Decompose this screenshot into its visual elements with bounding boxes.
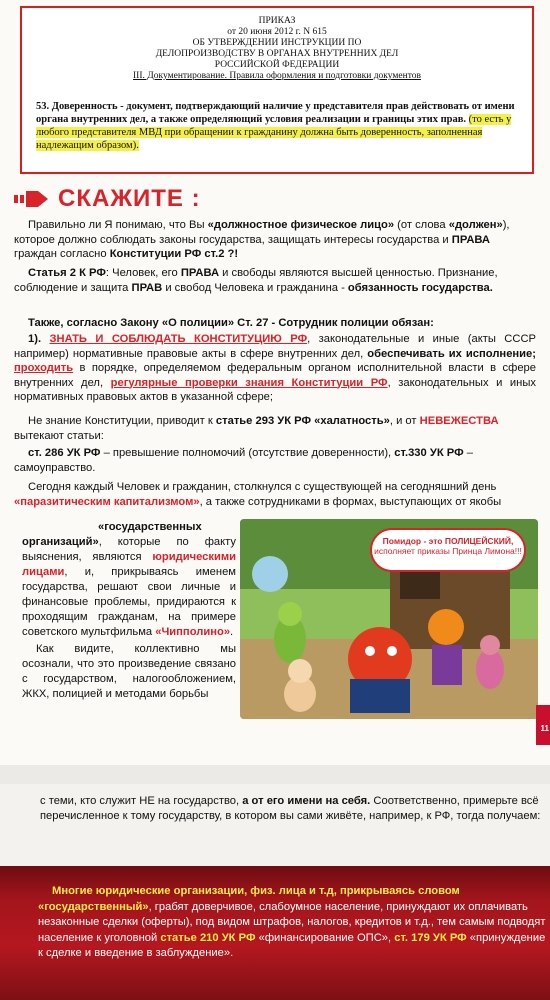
- order-subject-1: ОБ УТВЕРЖДЕНИИ ИНСТРУКЦИИ ПО: [192, 38, 362, 48]
- paragraph-10: [40, 794, 550, 824]
- p2-duty: обязанность государства.: [347, 281, 493, 294]
- paragraph-6: [14, 446, 536, 475]
- p2-text: : Человек, его: [105, 267, 181, 279]
- paragraph-5: [14, 414, 536, 443]
- p2-article: Статья 2 К РФ: [28, 267, 106, 279]
- p8-legal-entities: юридическими лицами: [22, 551, 236, 578]
- p5-article: статье 293 УК РФ «халатность»: [215, 415, 390, 427]
- order-subject-2: ДЕЛОПРОИЗВОДСТВУ В ОРГАНАХ ВНУТРЕННИХ ДЕЛ: [155, 49, 399, 59]
- p8-dot: .: [230, 626, 234, 638]
- p4-checks: регулярные проверки знания Конституции РФ: [110, 376, 388, 389]
- banner-text-2: , грабят доверчивое, слабоумное население, принуждают их оплачивать незаконные сделки (оферты), под видом штрафов, налогов, кредитов и т.д., тем самым подводят население к уголовной: [38, 900, 546, 944]
- p1-rights: ПРАВА: [451, 233, 490, 246]
- clause-text: 53. Доверенность - документ, подтверждающий наличие у представителя прав действовать от имени органа внутренних дел, а также определяющий условия реализации и границы этих прав.: [36, 101, 515, 125]
- p10-text: с теми, кто служит НЕ на государство,: [40, 795, 243, 807]
- p1-constitution: Конституции РФ ст.2 ?!: [109, 248, 239, 260]
- banner-text: [38, 884, 550, 962]
- banner-hiding: прикрываясь словом «государственный»: [38, 885, 460, 913]
- p8-cipollino: «Чипполино»: [155, 626, 231, 638]
- p10-for-self: а от его имени на себя.: [242, 795, 371, 807]
- order-header: [22, 8, 532, 82]
- banner-article-210: статье 210 УК РФ: [160, 931, 256, 944]
- next-page: [0, 784, 550, 1000]
- order-subject-3: РОССИЙСКОЙ ФЕДЕРАЦИИ: [214, 60, 340, 70]
- section-heading: [14, 184, 201, 214]
- p2-text-2: и свободы являются высшей ценностью. Признание, соблюдение и защита: [14, 267, 498, 294]
- p7-text-2: , а также сотрудниками в формах, выступающих от якобы: [199, 495, 502, 508]
- p4-text-3: , законодательных и иных нормативных правовых актов в указанной сфере;: [14, 376, 536, 403]
- paragraph-8: [22, 520, 236, 640]
- paragraph-9: Как видите, коллективно мы осознали, что это произведение связано с государством, налогообложением, ЖКХ, полицией и методами борьбы: [22, 643, 236, 700]
- p5-ignorance: НЕВЕЖЕСТВА: [419, 415, 499, 427]
- bubble-line-2: исполняет приказы Принца Лимона!!!: [374, 546, 522, 556]
- p4-pass: проходить: [14, 362, 74, 374]
- p4-ensure: обеспечивать их исполнение;: [367, 347, 536, 360]
- banner-text-4: «принуждение к сделке и введение в заблуждение».: [38, 931, 546, 959]
- order-section: III. Документирование. Правила оформления и подготовки документов: [133, 71, 421, 81]
- paragraph-1: [14, 218, 536, 262]
- p6-article-330: ст.330 УК РФ: [394, 447, 464, 459]
- p1-text-3: ), которое должно соблюдать законы государства, защищать интересы государства и: [14, 219, 510, 246]
- p5-text: Не знание Конституции, приводит к: [28, 415, 216, 427]
- p8-text: , которые по факту выяснения, являются: [22, 536, 236, 563]
- p7-capitalism: «паразитическим капитализмом»: [14, 495, 200, 508]
- paragraph-4: [14, 332, 536, 405]
- p4-text-2: в порядке, определяемом федеральным органом исполнительной власти в сфере внутренних дел,: [14, 362, 536, 389]
- arrow-right-icon: [14, 188, 50, 210]
- p10-text-2: Соответственно, примерьте всё перечисленное к тому государству, в котором вы сами живёте, например, к РФ, тогда получаем:: [40, 795, 541, 822]
- order-clause: [36, 100, 518, 152]
- p2-rights: ПРАВА: [180, 267, 220, 279]
- order-excerpt-box: [20, 6, 534, 174]
- p1-text-2: (от слова: [394, 219, 449, 231]
- banner-orgs: Многие юридические организации, физ. лица и т.д,: [52, 885, 340, 897]
- narrow-column: [22, 520, 236, 702]
- banner-text-3: «финансирование ОПС»,: [255, 931, 395, 944]
- p2-text-3: и свобод Человека и гражданина -: [162, 281, 348, 294]
- order-title: ПРИКАЗ: [258, 16, 296, 26]
- p1-official: «должностное физическое лицо»: [207, 219, 395, 231]
- p7-text: Сегодня каждый Человек и гражданин, столкнулся с существующей на сегодняшний день: [28, 481, 497, 493]
- banner-article-179: ст. 179 УК РФ: [394, 931, 467, 944]
- p4-text: , законодательные и иные (акты СССР например) нормативные правовые акты в сфере внутренних дел,: [14, 333, 536, 360]
- speech-bubble: [370, 528, 526, 572]
- p1-must: «должен»: [448, 219, 503, 231]
- order-date: от 20 июня 2012 г. N 615: [227, 27, 327, 37]
- red-banner: [0, 866, 550, 1000]
- p1-text: Правильно ли Я понимаю, что Вы: [28, 219, 208, 231]
- p1-text-4: граждан согласно: [14, 248, 110, 260]
- p8-text-2: , и, прикрываясь именем государства, решают свои личные и финансовые проблемы, придираются к проходящим гражданам, на примере советского мультфильма: [22, 566, 236, 638]
- paragraph-3: Также, согласно Закону «О полиции» Ст. 27 - Сотрудник полиции обязан:: [28, 317, 434, 329]
- p2-rights-2: ПРАВ: [131, 281, 163, 294]
- p5-text-3: вытекают статьи:: [14, 429, 104, 442]
- paragraph-2: [14, 266, 536, 295]
- p4-know-constitution: ЗНАТЬ И СОБЛЮДАТЬ КОНСТИТУЦИЮ РФ: [49, 333, 308, 345]
- p4-num: 1).: [28, 333, 50, 345]
- clause-highlight: (то есть у любого представителя МВД при обращении к гражданину должна быть доверенность, заполненная надлежащим образом).: [36, 114, 512, 151]
- p6-text-2: – самоуправство.: [14, 447, 473, 474]
- bubble-line-1: Помидор - это ПОЛИЦЕЙСКИЙ,: [382, 536, 514, 546]
- heading-say: СКАЖИТЕ :: [58, 185, 201, 212]
- p6-text: – превышение полномочий (отсутствие доверенности),: [100, 447, 395, 459]
- paragraph-7: [14, 480, 536, 509]
- p5-text-2: , и от: [389, 415, 420, 427]
- p6-article-286: ст. 286 УК РФ: [28, 447, 101, 459]
- p8-state-orgs: «государственных организаций»: [22, 521, 202, 548]
- page-number: 11: [540, 724, 549, 733]
